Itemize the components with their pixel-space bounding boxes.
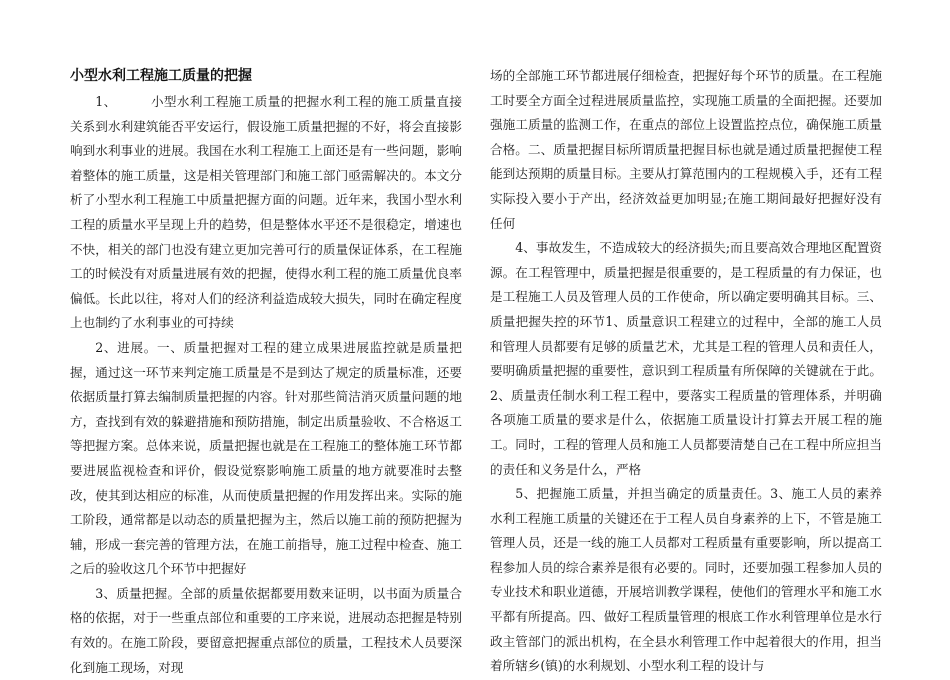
right-column [490, 64, 882, 679]
paragraph-1 [70, 90, 462, 336]
paragraph-1-text: 小型水利工程施工质量的把握水利工程的施工质量直接关系到水利建筑能否平安运行，假设施工质量把握的不好，将会直接影响到水利事业的进展。我国在水利工程施工上面还是有一些问题，影响着整体的施工质量，这是相关管理部门和施工部门亟需解决的。本文分析了小型水利工程施工中质量把握方面的问题。近年来，我国小型水利工程的质量水平呈现上升的趋势，但是整体水平还不是很稳定，增速也不快，相关的部门也没有建立更加完善可行的质量保证体系，在工程施工的时候没有对质量进展有效的把握，使得水利工程的施工质量优良率偏低。长此以往，将对人们的经济利益造成较大损失，同时在确定程度上也制约了水利事业的可持续 [70, 94, 462, 331]
paragraph-4: 4、事故发生，不造成较大的经济损失;而且要高效合理地区配置资源。在工程管理中，质量把握是很重要的，是工程质量的有力保证，也是工程施工人员及管理人员的工作使命，所以确定要明确其目标。三、质量把握失控的环节1、质量意识工程建立的过程中，全部的施工人员和管理人员都要有足够的质量艺术，尤其是工程的管理人员和责任人，要明确质量把握的重要性，意识到工程质量有所保障的关键就在于此。2、质量责任制水利工程工程中，要落实工程质量的管理体系，并明确各项施工质量的要求是什么，依据施工质量设计打算去开展工程的施工。同时，工程的管理人员和施工人员都要清楚自己在工程中所应担当的责任和义务是什么，严格 [490, 240, 882, 477]
paragraph-3: 3、质量把握。全部的质量依据都要用数来证明，以书面为质量合格的依据，对于一些重点部位和重要的工序来说，进展动态把握是特别有效的。在施工阶段，要留意把握重点部位的质量，工程技术人员要深化到施工现场，对现 [70, 585, 462, 675]
paragraph-2: 2、进展。一、质量把握对工程的建立成果进展监控就是质量把握，通过这一环节来判定施工质量是不是到达了规定的质量标准，还要依据质量打算去编制质量把握的内容。针对那些简洁消灭质量问题的地方，查找到有效的躲避措施和预防措施，制定出质量验收、不合格返工等把握方案。总体来说，质量把握也就是在工程施工的整体施工环节都要进展监视检查和评价，假设觉察影响施工质量的地方就要准时去整改，使其到达相应的标准，从而使质量把握的作用发挥出来。实际的施工阶段，通常都是以动态的质量把握为主，然后以施工前的预防把握为辅，形成一套完善的管理方法，在施工前指导，施工过程中检查、施工之后的验收这几个环节中把握好 [70, 339, 462, 577]
left-column [70, 64, 462, 680]
paragraph-1-number: 1、 [95, 94, 117, 109]
paragraph-continued: 场的全部施工环节都进展仔细检查，把握好每个环节的质量。在工程施工时要全方面全过程进展质量监控，实现施工质量的全面把握。还要加强施工质量的监测工作，在重点的部位上设置监控点位，确保施工质量合格。二、质量把握目标所谓质量把握目标也就是通过质量把握使工程能到达预期的质量目标。主要从打算范围内的工程规模入手，还有工程实际投入要小于产出，经济效益更加明显;在施工期间最好把握好没有任何 [490, 68, 882, 231]
paragraph-5: 5、把握施工质量，并担当确定的质量责任。3、施工人员的素养水利工程施工质量的关键还在于工程人员自身素养的上下，不管是施工管理人员，还是一线的施工人员都对工程质量有重要影响，所以提高工程参加人员的综合素养是很有必要的。同时，还要加强工程参加人员的专业技术和职业道德，开展培训教学课程，使他们的管理水平和施工水平都有所提高。四、做好工程质量管理的根底工作水利管理单位是水行政主管部门的派出机构，在全县水利管理工作中起着很大的作用，担当着所辖乡(镇)的水利规划、小型水利工程的设计与 [490, 486, 882, 674]
document-title: 小型水利工程施工质量的把握 [70, 68, 252, 84]
